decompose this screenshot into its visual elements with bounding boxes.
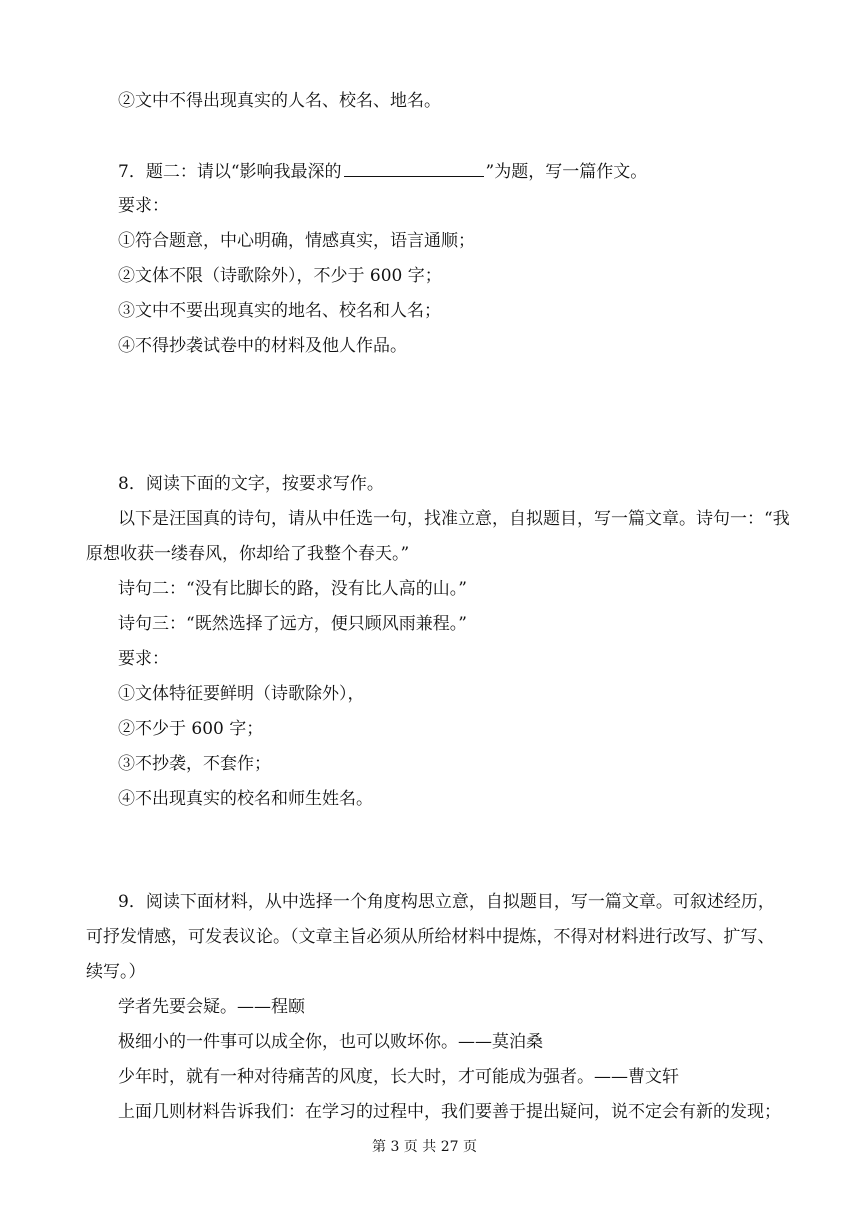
requirement-line: ②文中不得出现真实的人名、校名、地名。 bbox=[118, 91, 441, 111]
quotation: 极细小的一件事可以成全你，也可以败坏你。——莫泊桑 bbox=[118, 1032, 543, 1052]
quotation: 学者先要会疑。——程颐 bbox=[118, 997, 305, 1017]
material-summary: 上面几则材料告诉我们：在学习的过程中，我们要善于提出疑问，说不定会有新的发现； bbox=[118, 1102, 781, 1122]
requirements-heading: 要求： bbox=[118, 196, 169, 216]
question-7-prompt bbox=[118, 158, 647, 184]
requirement-line: ④不出现真实的校名和师生姓名。 bbox=[118, 789, 373, 809]
requirement-line: ③文中不要出现真实的地名、校名和人名； bbox=[118, 301, 441, 321]
poem-line: 诗句三：“既然选择了远方，便只顾风雨兼程。” bbox=[118, 614, 467, 634]
question-8-title: 8．阅读下面的文字，按要求写作。 bbox=[118, 474, 384, 494]
requirement-line: ①符合题意，中心明确，情感真实，语言通顺； bbox=[118, 231, 475, 251]
requirement-line: ②文体不限（诗歌除外），不少于 600 字； bbox=[118, 266, 442, 286]
requirement-line: ④不得抄袭试卷中的材料及他人作品。 bbox=[118, 336, 407, 356]
requirements-heading: 要求： bbox=[118, 649, 169, 669]
question-7-prefix: 7．题二：请以“影响我最深的 bbox=[118, 162, 342, 182]
question-8-paragraph-cont: 原想收获一缕春风，你却给了我整个春天。” bbox=[86, 544, 410, 564]
question-9-prompt: 9．阅读下面材料，从中选择一个角度构思立意，自拟题目，写一篇文章。可叙述经历， bbox=[118, 892, 775, 912]
requirement-line: ③不抄袭，不套作； bbox=[118, 754, 271, 774]
quotation: 少年时，就有一种对待痛苦的风度，长大时，才可能成为强者。——曹文轩 bbox=[118, 1067, 679, 1087]
poem-line: 诗句二：“没有比脚长的路，没有比人高的山。” bbox=[118, 579, 467, 599]
page-number: 第 3 页 共 27 页 bbox=[372, 1139, 477, 1155]
question-9-prompt-cont: 可抒发情感，可发表议论。（文章主旨必须从所给材料中提炼，不得对材料进行改写、扩写、 bbox=[86, 927, 775, 947]
question-7-suffix: ”为题，写一篇作文。 bbox=[485, 162, 648, 182]
fill-in-blank bbox=[344, 158, 484, 177]
question-9-prompt-cont: 续写。） bbox=[86, 962, 146, 982]
requirement-line: ②不少于 600 字； bbox=[118, 719, 264, 739]
question-8-paragraph: 以下是汪国真的诗句，请从中任选一句，找准立意，自拟题目，写一篇文章。诗句一：“我 bbox=[118, 509, 790, 529]
requirement-line: ①文体特征要鲜明（诗歌除外）， bbox=[118, 684, 365, 704]
